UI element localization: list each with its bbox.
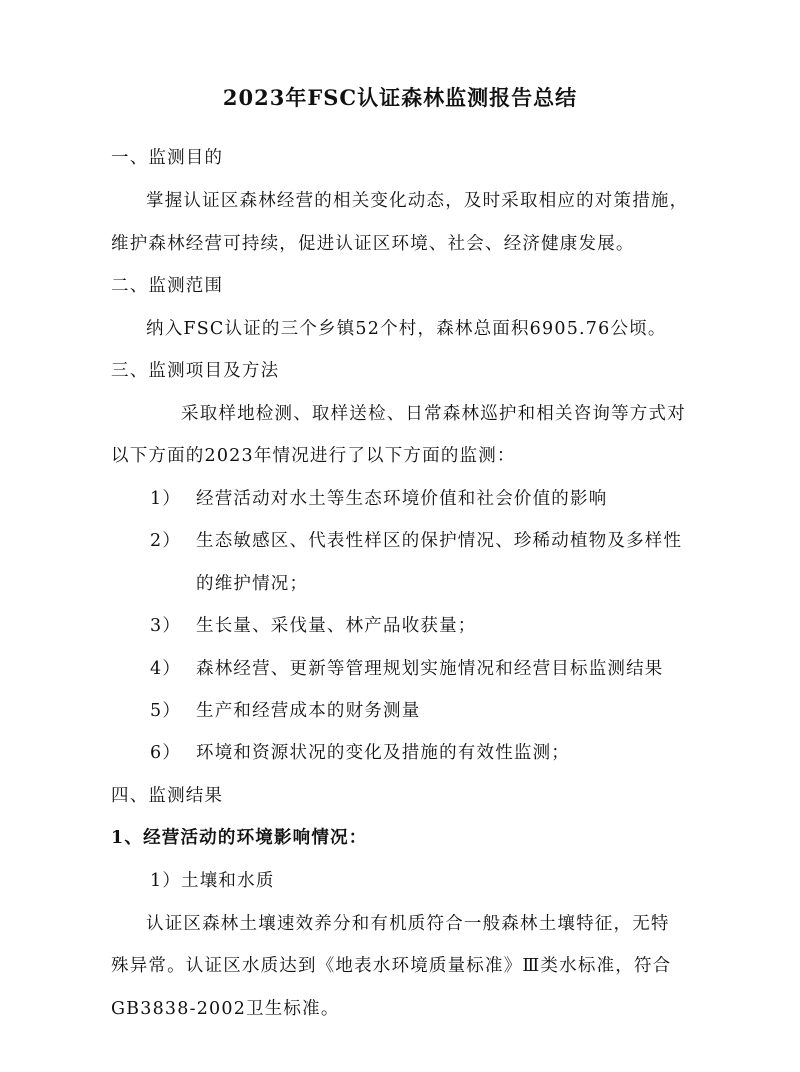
section-2-heading: 二、监测范围 (111, 276, 224, 296)
page-title: 2023年FSC认证森林监测报告总结 (222, 85, 578, 110)
section-4-heading: 四、监测结果 (111, 786, 224, 806)
list-item-continuation: 的维护情况； (196, 574, 309, 594)
section-2-para: 纳入FSC认证的三个乡镇52个村，森林总面积6905.76公顷。 (146, 319, 667, 339)
list-item-text: 森林经营、更新等管理规划实施情况和经营目标监测结果 (196, 659, 664, 679)
list-item (150, 699, 420, 723)
section-4-para-line-1: 认证区森林土壤速效养分和有机质符合一般森林土壤特征，无特 (146, 914, 670, 934)
list-item-number: 3） (150, 616, 182, 636)
list-item-number: 6） (150, 743, 182, 763)
section-4-para-line-2: 殊异常。认证区水质达到《地表水环境质量标准》Ⅲ类水标准，符合 (111, 956, 672, 976)
list-item-text: 环境和资源状况的变化及措施的有效性监测； (196, 743, 570, 763)
list-item-number: 2） (150, 531, 182, 551)
list-item (150, 657, 664, 681)
list-item-number: 1） (150, 489, 182, 509)
list-item-text: 经营活动对水土等生态环境价值和社会价值的影响 (196, 489, 608, 509)
list-item (150, 614, 477, 638)
list-item (150, 529, 682, 553)
section-1-para-line-2: 维护森林经营可持续，促进认证区环境、社会、经济健康发展。 (111, 234, 635, 254)
list-item-text: 生产和经营成本的财务测量 (196, 701, 421, 721)
list-item-number: 4） (150, 659, 182, 679)
section-1-heading: 一、监测目的 (111, 148, 224, 168)
list-item-number: 5） (150, 701, 182, 721)
section-3-para-line-2: 以下方面的2023年情况进行了以下方面的监测： (111, 446, 516, 466)
section-4-sub-heading: 1、经营活动的环境影响情况： (111, 828, 368, 848)
list-item-text: 生态敏感区、代表性样区的保护情况、珍稀动植物及多样性 (196, 531, 683, 551)
section-3-para-line-1: 采取样地检测、取样送检、日常森林巡护和相关咨询等方式对 (181, 404, 686, 424)
section-1-para-line-1: 掌握认证区森林经营的相关变化动态，及时采取相应的对策措施， (146, 191, 689, 211)
list-item (150, 741, 570, 765)
section-3-heading: 三、监测项目及方法 (111, 361, 280, 381)
list-item (150, 487, 607, 511)
section-4-para-line-3: GB3838-2002卫生标准。 (111, 999, 340, 1019)
list-item-text: 生长量、采伐量、林产品收获量； (196, 616, 477, 636)
section-4-sub-sub-heading: 1）土壤和水质 (150, 871, 275, 891)
